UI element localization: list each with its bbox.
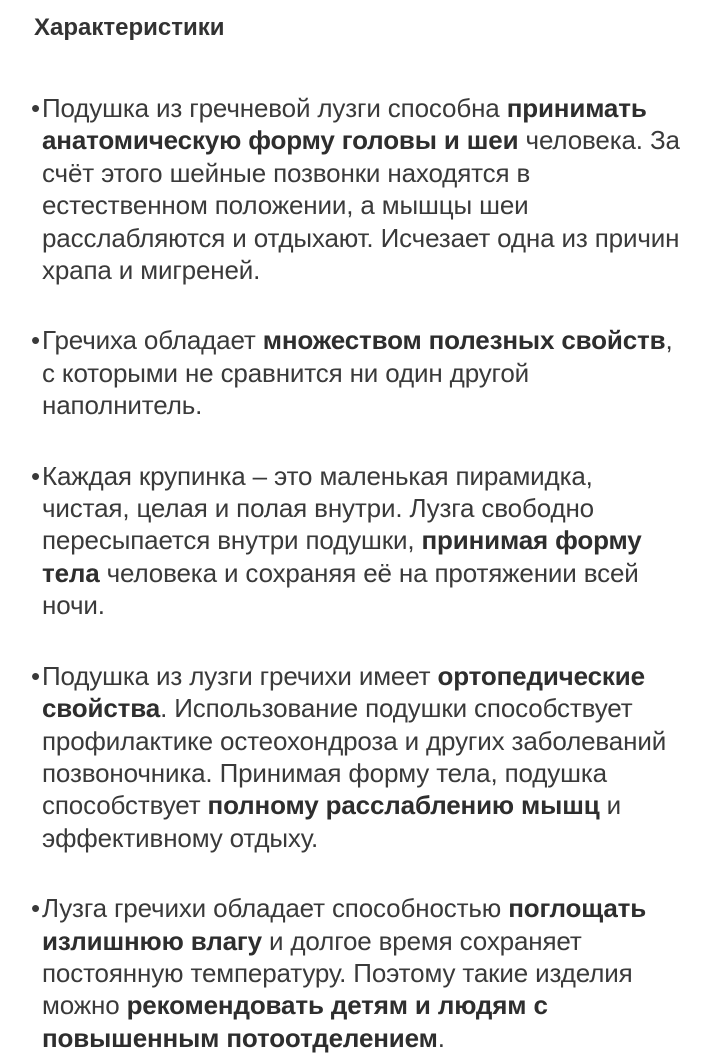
list-item-useful-properties xyxy=(31,324,684,421)
item-text: Гречиха обладает xyxy=(42,325,263,356)
list-item-pillow-shape xyxy=(31,92,684,286)
item-emphasis: принимать анатомическую форму головы и шеи xyxy=(42,93,647,156)
item-emphasis: ортопедические свойства xyxy=(42,660,645,724)
bullet-marker: • xyxy=(31,460,40,491)
item-emphasis: множеством полезных свойств xyxy=(262,325,666,356)
item-text: . xyxy=(437,1022,445,1053)
item-text: Каждая крупинка – это маленькая пирамидка, чистая, целая и полая внутри. Лузга свободно пересыпается внутри подушки, xyxy=(42,460,594,556)
list-item-moisture xyxy=(31,892,684,1054)
item-text: Лузга гречихи обладает способностью xyxy=(42,893,509,924)
bullet-marker: • xyxy=(31,325,40,356)
item-emphasis: рекомендовать детям и людям с повышенным потоотделением xyxy=(42,990,548,1053)
bullet-marker: • xyxy=(31,893,40,924)
list-item-grain-pyramid xyxy=(31,460,684,622)
item-text: и эффективному отдыху. xyxy=(42,790,621,853)
list-item-orthopedic xyxy=(31,660,684,854)
section-title: Характеристики xyxy=(34,14,225,41)
item-text: , с которыми не сравнится ни один другой наполнитель. xyxy=(42,325,673,421)
item-text: . Использование подушки способствует профилактике остеохондроза и других заболеваний позвоночника. Принимая форму тела, подушка способствует xyxy=(42,693,667,821)
bullet-marker: • xyxy=(31,660,40,691)
item-emphasis: принимая форму тела xyxy=(42,525,642,588)
item-text: и долгое время сохраняет постоянную температуру. Поэтому такие изделия можно xyxy=(42,925,633,1021)
characteristics-list xyxy=(31,92,684,1054)
item-text: Подушка из гречневой лузги способна xyxy=(42,93,507,123)
item-emphasis: поглощать излишнюю влагу xyxy=(42,893,647,956)
item-text: человека. За счёт этого шейные позвонки находятся в естественном положении, а мышцы шеи расслабляются и отдыхают. Исчезает одна из причин храпа и мигреней. xyxy=(42,125,680,286)
item-text: человека и сохраняя её на протяжении всей ночи. xyxy=(42,557,639,621)
item-text: Подушка из лузги гречихи имеет xyxy=(42,660,438,691)
bullet-marker: • xyxy=(31,93,40,123)
item-emphasis: полному расслаблению мышц xyxy=(207,790,600,821)
